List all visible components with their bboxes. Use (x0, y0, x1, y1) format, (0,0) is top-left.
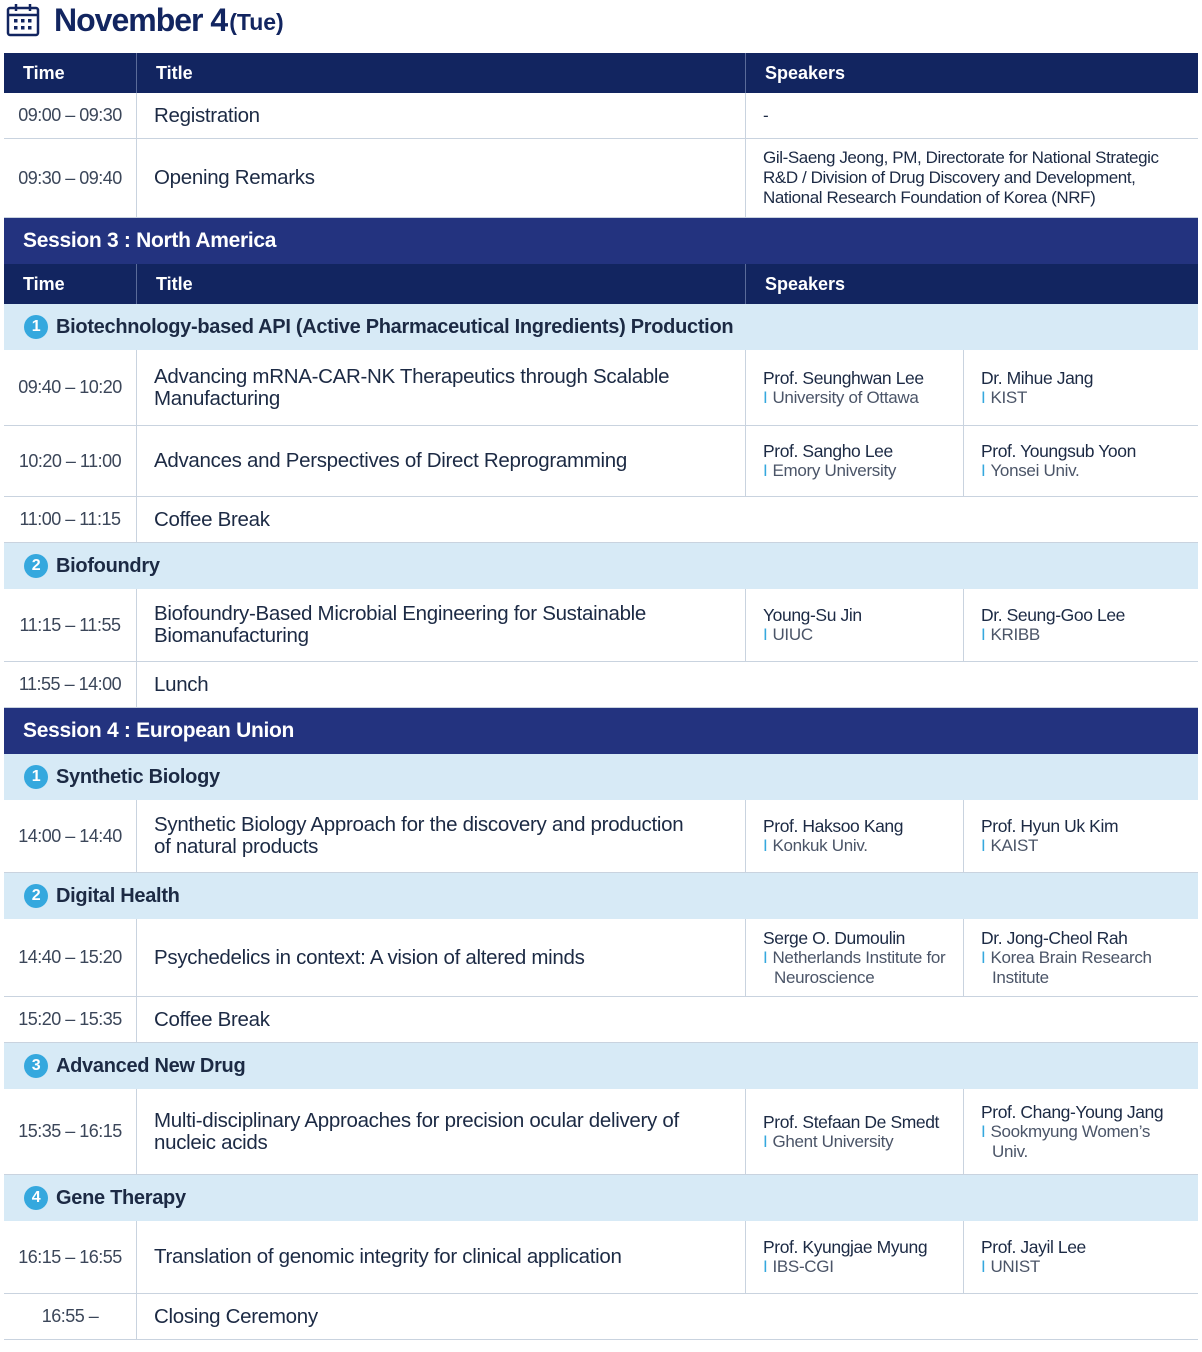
speaker-line: National Research Foundation of Korea (NRF) (763, 188, 1096, 207)
col-speakers: Speakers (765, 62, 846, 83)
row-title: Psychedelics in context: A vision of altered minds (137, 919, 746, 996)
row-time: 16:55 – (4, 1294, 137, 1339)
track-heading (4, 543, 1198, 589)
row-title (137, 800, 746, 872)
speaker-name: Dr. Jong-Cheol Rah (981, 927, 1128, 948)
speaker: Prof. Haksoo Kang I Konkuk Univ. (746, 800, 964, 872)
speaker-name: Prof. Youngsub Yoon (981, 441, 1136, 461)
title-line: Synthetic Biology Approach for the discovery and production (154, 813, 684, 836)
table-row (4, 662, 1198, 708)
speaker-affiliation: IBS-CGI (772, 1257, 834, 1276)
row-time: 11:55 – 14:00 (4, 662, 137, 707)
speaker-name: Serge O. Dumoulin (763, 927, 906, 948)
table-row (4, 139, 1198, 218)
table-row (4, 589, 1198, 662)
table-header (4, 53, 1198, 93)
track-number-badge: 4 (24, 1186, 48, 1210)
row-title: Coffee Break (154, 1007, 270, 1031)
col-speakers: Speakers (765, 273, 846, 294)
table-row (4, 426, 1198, 497)
row-title: Opening Remarks (137, 139, 746, 217)
speaker-affiliation: Ghent University (772, 1131, 894, 1151)
speaker-affiliation: University of Ottawa (772, 387, 919, 407)
track-name: Advanced New Drug (56, 1054, 246, 1077)
speaker: Prof. Hyun Uk Kim I KAIST (964, 800, 1182, 872)
row-title: Advances and Perspectives of Direct Reprogramming (137, 426, 746, 496)
speaker-name: Dr. Seung-Goo Lee (981, 605, 1125, 625)
row-time: 09:00 – 09:30 (4, 93, 137, 138)
title-line: Biofoundry-Based Microbial Engineering for Sustainable (154, 602, 647, 625)
session-title: Session 4 : European Union (4, 708, 1198, 754)
title-line: of natural products (154, 835, 319, 858)
row-time: 11:15 – 11:55 (4, 589, 137, 661)
row-time: 16:15 – 16:55 (4, 1221, 137, 1293)
speaker-affiliation: Konkuk Univ. (772, 836, 868, 855)
row-title (137, 350, 746, 425)
track-number-badge: 2 (24, 884, 48, 908)
row-title: Closing Ceremony (154, 1304, 318, 1328)
row-title (137, 589, 746, 661)
page-heading (6, 2, 284, 38)
row-time: 10:20 – 11:00 (4, 426, 137, 496)
table-row (4, 800, 1198, 873)
speaker-affiliation: KAIST (990, 836, 1039, 855)
table-row (4, 1089, 1198, 1175)
track-number-badge: 1 (24, 315, 48, 339)
col-title: Title (137, 264, 746, 304)
speaker-name: Prof. Seunghwan Lee (763, 367, 924, 388)
speaker-name: Prof. Jayil Lee (981, 1237, 1086, 1257)
track-number-badge: 3 (24, 1054, 48, 1078)
speaker-affiliation: Univ. (992, 1141, 1028, 1161)
speaker: Young-Su Jin I UIUC (746, 589, 964, 661)
track-name: Biotechnology-based API (Active Pharmaceutical Ingredients) Production (56, 315, 734, 338)
row-time: 11:00 – 11:15 (4, 497, 137, 542)
row-title: Translation of genomic integrity for clinical application (137, 1221, 746, 1293)
speaker-affiliation: Korea Brain Research (990, 947, 1152, 967)
speaker-affiliation: UIUC (772, 625, 813, 644)
row-time: 14:40 – 15:20 (4, 919, 137, 996)
speaker-affiliation: Institute (992, 967, 1049, 987)
track-number-badge: 2 (24, 554, 48, 578)
table-row (4, 1221, 1198, 1294)
speaker-name: Young-Su Jin (763, 605, 862, 625)
title-line: Manufacturing (154, 386, 281, 410)
speaker-name: Prof. Chang-Young Jang (981, 1101, 1164, 1122)
table-row (4, 997, 1198, 1043)
row-title: Registration (137, 93, 746, 138)
speaker: Prof. Sangho Lee I Emory University (746, 426, 964, 496)
calendar-icon (6, 3, 40, 37)
speaker-affiliation: KIST (990, 387, 1028, 407)
speaker-name: Prof. Kyungjae Myung (763, 1237, 928, 1257)
speaker: Dr. Jong-Cheol Rah I Korea Brain Research Institute (964, 919, 1182, 996)
speaker: Prof. Stefaan De Smedt I Ghent University (746, 1089, 964, 1174)
row-title: Lunch (154, 672, 209, 696)
speaker-affiliation: UNIST (990, 1257, 1040, 1276)
col-time: Time (4, 53, 137, 93)
speaker-line: R&D / Division of Drug Discovery and Development, (763, 168, 1136, 187)
table-row (4, 1294, 1198, 1340)
speaker-affiliation: Yonsei Univ. (990, 461, 1080, 480)
table-header (4, 264, 1198, 304)
session-title: Session 3 : North America (4, 218, 1198, 264)
title-line: nucleic acids (154, 1130, 268, 1154)
table-row (4, 93, 1198, 139)
track-heading (4, 1043, 1198, 1089)
track-number-badge: 1 (24, 765, 48, 789)
speaker-name: Prof. Stefaan De Smedt (763, 1111, 940, 1132)
col-title: Title (137, 53, 746, 93)
speaker-affiliation: Emory University (772, 461, 897, 480)
track-heading (4, 873, 1198, 919)
speaker: Prof. Seunghwan Lee I University of Ottawa (746, 350, 964, 425)
speaker: - (763, 105, 769, 125)
table-row (4, 350, 1198, 426)
speaker: Dr. Mihue Jang I KIST (964, 350, 1182, 425)
speaker-name: Prof. Sangho Lee (763, 441, 893, 461)
track-heading (4, 1175, 1198, 1221)
title-line: Biomanufacturing (154, 624, 309, 647)
title-line: Advancing mRNA-CAR-NK Therapeutics through Scalable (154, 364, 670, 388)
speaker: Prof. Youngsub Yoon I Yonsei Univ. (964, 426, 1182, 496)
speaker-affiliation: Neuroscience (774, 967, 875, 987)
row-time: 15:20 – 15:35 (4, 997, 137, 1042)
track-heading (4, 304, 1198, 350)
weekday: (Tue) (229, 9, 284, 35)
row-time: 09:40 – 10:20 (4, 350, 137, 425)
title-line: Multi-disciplinary Approaches for precision ocular delivery of (154, 1108, 679, 1132)
speaker: Prof. Jayil Lee I UNIST (964, 1221, 1182, 1293)
speaker-affiliation: Sookmyung Women’s (990, 1121, 1151, 1141)
track-name: Digital Health (56, 884, 180, 907)
row-time: 09:30 – 09:40 (4, 139, 137, 217)
track-heading (4, 754, 1198, 800)
speaker: Dr. Seung-Goo Lee I KRIBB (964, 589, 1182, 661)
speaker-name: Prof. Hyun Uk Kim (981, 816, 1119, 836)
table-row (4, 497, 1198, 543)
speaker-affiliation: KRIBB (990, 625, 1040, 644)
track-name: Biofoundry (56, 554, 160, 577)
row-time: 14:00 – 14:40 (4, 800, 137, 872)
col-time: Time (4, 264, 137, 304)
speaker-affiliation: Netherlands Institute for (772, 947, 946, 967)
speaker-name: Dr. Mihue Jang (981, 367, 1094, 388)
row-title: Coffee Break (154, 507, 270, 531)
track-name: Synthetic Biology (56, 765, 220, 788)
row-title (137, 1089, 746, 1174)
speaker: Prof. Kyungjae Myung I IBS-CGI (746, 1221, 964, 1293)
row-time: 15:35 – 16:15 (4, 1089, 137, 1174)
table-row (4, 919, 1198, 997)
speaker: Prof. Chang-Young Jang I Sookmyung Women’s Univ. (964, 1089, 1182, 1174)
date-title: November 4 (54, 1, 228, 38)
speaker-name: Prof. Haksoo Kang (763, 816, 904, 836)
speaker-line: Gil-Saeng Jeong, PM, Directorate for National Strategic (763, 148, 1159, 167)
speaker: Serge O. Dumoulin I Netherlands Institute for Neuroscience (746, 919, 964, 996)
track-name: Gene Therapy (56, 1186, 186, 1209)
